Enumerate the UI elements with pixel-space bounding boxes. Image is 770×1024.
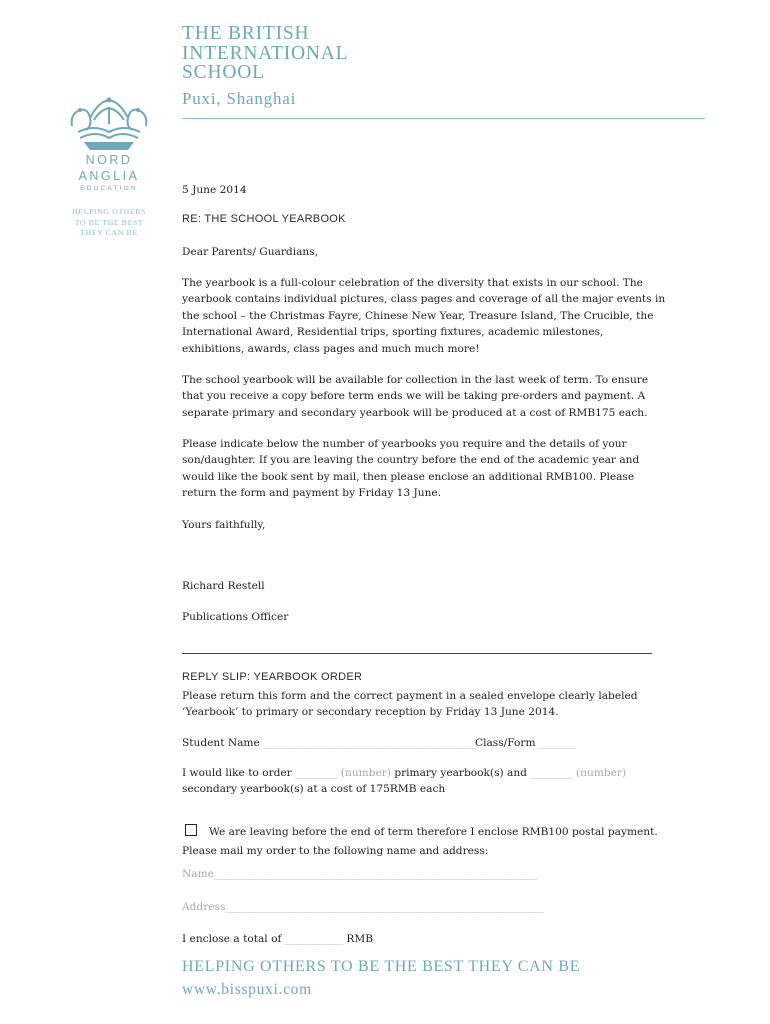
para2-line: that you receive a copy before term ends we will be taking pre-orders and payment. A — [182, 390, 646, 403]
para3-line: Please indicate below the number of yearbooks you require and the details of your — [182, 438, 627, 450]
total-amount-field[interactable]: ___________ — [284, 933, 344, 945]
campus-name: Puxi, Shanghai — [182, 89, 297, 108]
reply-instr-line: Please return this form and the correct payment in a sealed envelope clearly labeled — [182, 690, 638, 702]
school-name-line1: THE BRITISH — [182, 23, 310, 44]
brand-line2: ANGLIA — [78, 169, 140, 183]
mail-instruction: Please mail my order to the following name and address: — [182, 845, 489, 857]
reply-instructions — [182, 688, 638, 721]
reply-instr-line: ‘Yearbook’ to primary or secondary reception by Friday 13 June 2014. — [182, 706, 559, 719]
class-form-label: Class/Form — [475, 737, 536, 749]
para1-line: International Award, Residential trips, sporting fixtures, academic milestones, — [182, 326, 604, 339]
sidebar-tagline — [56, 207, 162, 239]
order-prefix: I would like to order — [182, 767, 292, 779]
signatory-role: Publications Officer — [182, 611, 289, 623]
leaving-checkbox-label: We are leaving before the end of term therefore I enclose RMB100 postal payment. — [209, 826, 658, 838]
number-hint: (number) — [576, 767, 627, 779]
brand-name — [56, 152, 162, 184]
total-suffix: RMB — [346, 933, 373, 945]
paragraph-instructions — [182, 436, 639, 502]
tagline-line1: HELPING OTHERS — [71, 207, 147, 216]
school-name-line3: SCHOOL — [182, 62, 265, 83]
header-rule — [182, 118, 705, 119]
letter-date: 5 June 2014 — [182, 184, 247, 196]
brand-education: EDUCATION — [80, 185, 138, 192]
address-row — [182, 899, 543, 915]
order-line2: secondary yearbook(s) at a cost of 175RMB each — [182, 783, 446, 796]
student-name-label: Student Name — [182, 737, 260, 749]
para3-line: return the form and payment by Friday 13 June. — [182, 487, 442, 500]
paragraph-intro — [182, 275, 665, 357]
brand-line1: NORD — [85, 153, 133, 167]
crown-crest-icon — [64, 96, 154, 152]
footer-slogan: HELPING OTHERS TO BE THE BEST THEY CAN BE — [182, 958, 581, 975]
school-name — [182, 24, 348, 83]
class-form-field[interactable]: _______ — [538, 737, 576, 749]
number-hint: (number) — [340, 767, 391, 779]
para3-line: would like the book sent by mail, then please enclose an additional RMB100. Please — [182, 470, 635, 483]
para1-line: The yearbook is a full-colour celebration of the diversity that exists in our school. The — [182, 277, 643, 289]
letter-subject: RE: THE SCHOOL YEARBOOK — [182, 213, 346, 225]
total-row — [182, 931, 373, 947]
name-label: Name — [182, 868, 214, 880]
address-field[interactable]: ____________________________________________________________ — [225, 901, 544, 913]
address-label: Address — [182, 901, 226, 913]
name-row — [182, 866, 537, 882]
primary-quantity-field[interactable]: ________ — [295, 767, 338, 779]
tagline-line3: THEY CAN BE — [80, 228, 138, 237]
paragraph-availability — [182, 372, 648, 421]
student-row — [182, 735, 576, 751]
salutation: Dear Parents/ Guardians, — [182, 246, 319, 258]
name-field[interactable]: _____________________________________________________________ — [213, 868, 538, 880]
cut-line — [182, 653, 652, 654]
total-prefix: I enclose a total of — [182, 933, 282, 945]
signatory-name: Richard Restell — [182, 580, 265, 592]
tagline-line2: TO BE THE BEST — [74, 217, 144, 227]
leaving-checkbox[interactable] — [185, 824, 197, 836]
para1-line: yearbook contains individual pictures, class pages and coverage of all the major events in — [182, 293, 666, 306]
school-name-line2: INTERNATIONAL — [182, 42, 349, 64]
closing: Yours faithfully, — [182, 519, 266, 531]
order-row — [182, 765, 626, 798]
para3-line: son/daughter. If you are leaving the country before the end of the academic year and — [182, 454, 640, 467]
para2-line: The school yearbook will be available for collection in the last week of term. To ensure — [182, 374, 649, 386]
order-mid: primary yearbook(s) and — [394, 767, 527, 779]
secondary-quantity-field[interactable]: ________ — [530, 767, 573, 779]
reply-slip-heading: REPLY SLIP: YEARBOOK ORDER — [182, 671, 363, 683]
para1-line: exhibitions, awards, class pages and much much more! — [182, 342, 480, 355]
student-name-field[interactable]: ________________________________________ — [263, 737, 475, 749]
para2-line: separate primary and secondary yearbook will be produced at a cost of RMB175 each. — [182, 406, 648, 419]
para1-line: the school – the Christmas Fayre, Chinese New Year, Treasure Island, The Crucible, the — [182, 309, 654, 322]
footer-website-link[interactable]: www.bisspuxi.com — [182, 981, 312, 998]
